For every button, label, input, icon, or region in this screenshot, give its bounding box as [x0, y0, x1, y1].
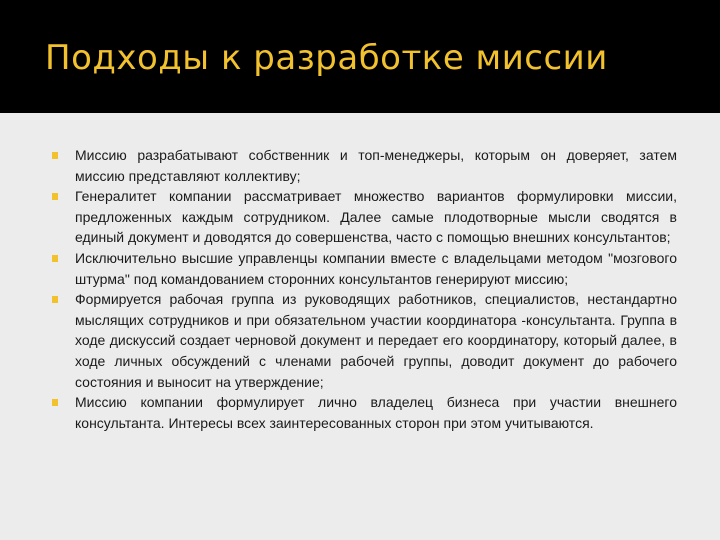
- square-bullet-icon: [52, 255, 58, 262]
- bullet-list: [52, 145, 677, 433]
- square-bullet-icon: [52, 399, 58, 406]
- title-band: [0, 0, 720, 113]
- bullet-text: Миссию компании формулирует лично владелец бизнеса при участии внешнего консультанта. Интересы всех заинтересованных сторон при этом учитываются.: [75, 394, 677, 431]
- slide-content: [52, 145, 677, 433]
- bullet-text: Генералитет компании рассматривает множество вариантов формулировки миссии, предложенных каждым сотрудником. Далее самые плодотворные мысли сводятся в единый документ и доводятся до совершенства, часто с помощью внешних консультантов;: [75, 188, 677, 246]
- bullet-item: [52, 289, 677, 392]
- square-bullet-icon: [52, 193, 58, 200]
- slide-title: Подходы к разработке миссии: [45, 38, 608, 78]
- square-bullet-icon: [52, 152, 58, 159]
- bullet-text: Формируется рабочая группа из руководящих работников, специалистов, нестандартно мыслящих сотрудников и при обязательном участии координатора -консультанта. Группа в ходе дискуссий создает черновой документ и передает его координатору, который далее, в ходе личных обсуждений с членами рабочей группы, доводит документ до рабочего состояния и выносит на утверждение;: [75, 291, 677, 390]
- square-bullet-icon: [52, 296, 58, 303]
- bullet-text: Исключительно высшие управленцы компании вместе с владельцами методом "мозгового штурма" под командованием сторонних консультантов генерируют миссию;: [75, 249, 677, 287]
- bullet-item: [52, 392, 677, 433]
- bullet-item: [52, 186, 677, 248]
- bullet-text: Миссию разрабатывают собственник и топ-менеджеры, которым он доверяет, затем миссию представляют коллективу;: [75, 147, 677, 184]
- bullet-item: [52, 248, 677, 289]
- bullet-item: [52, 145, 677, 186]
